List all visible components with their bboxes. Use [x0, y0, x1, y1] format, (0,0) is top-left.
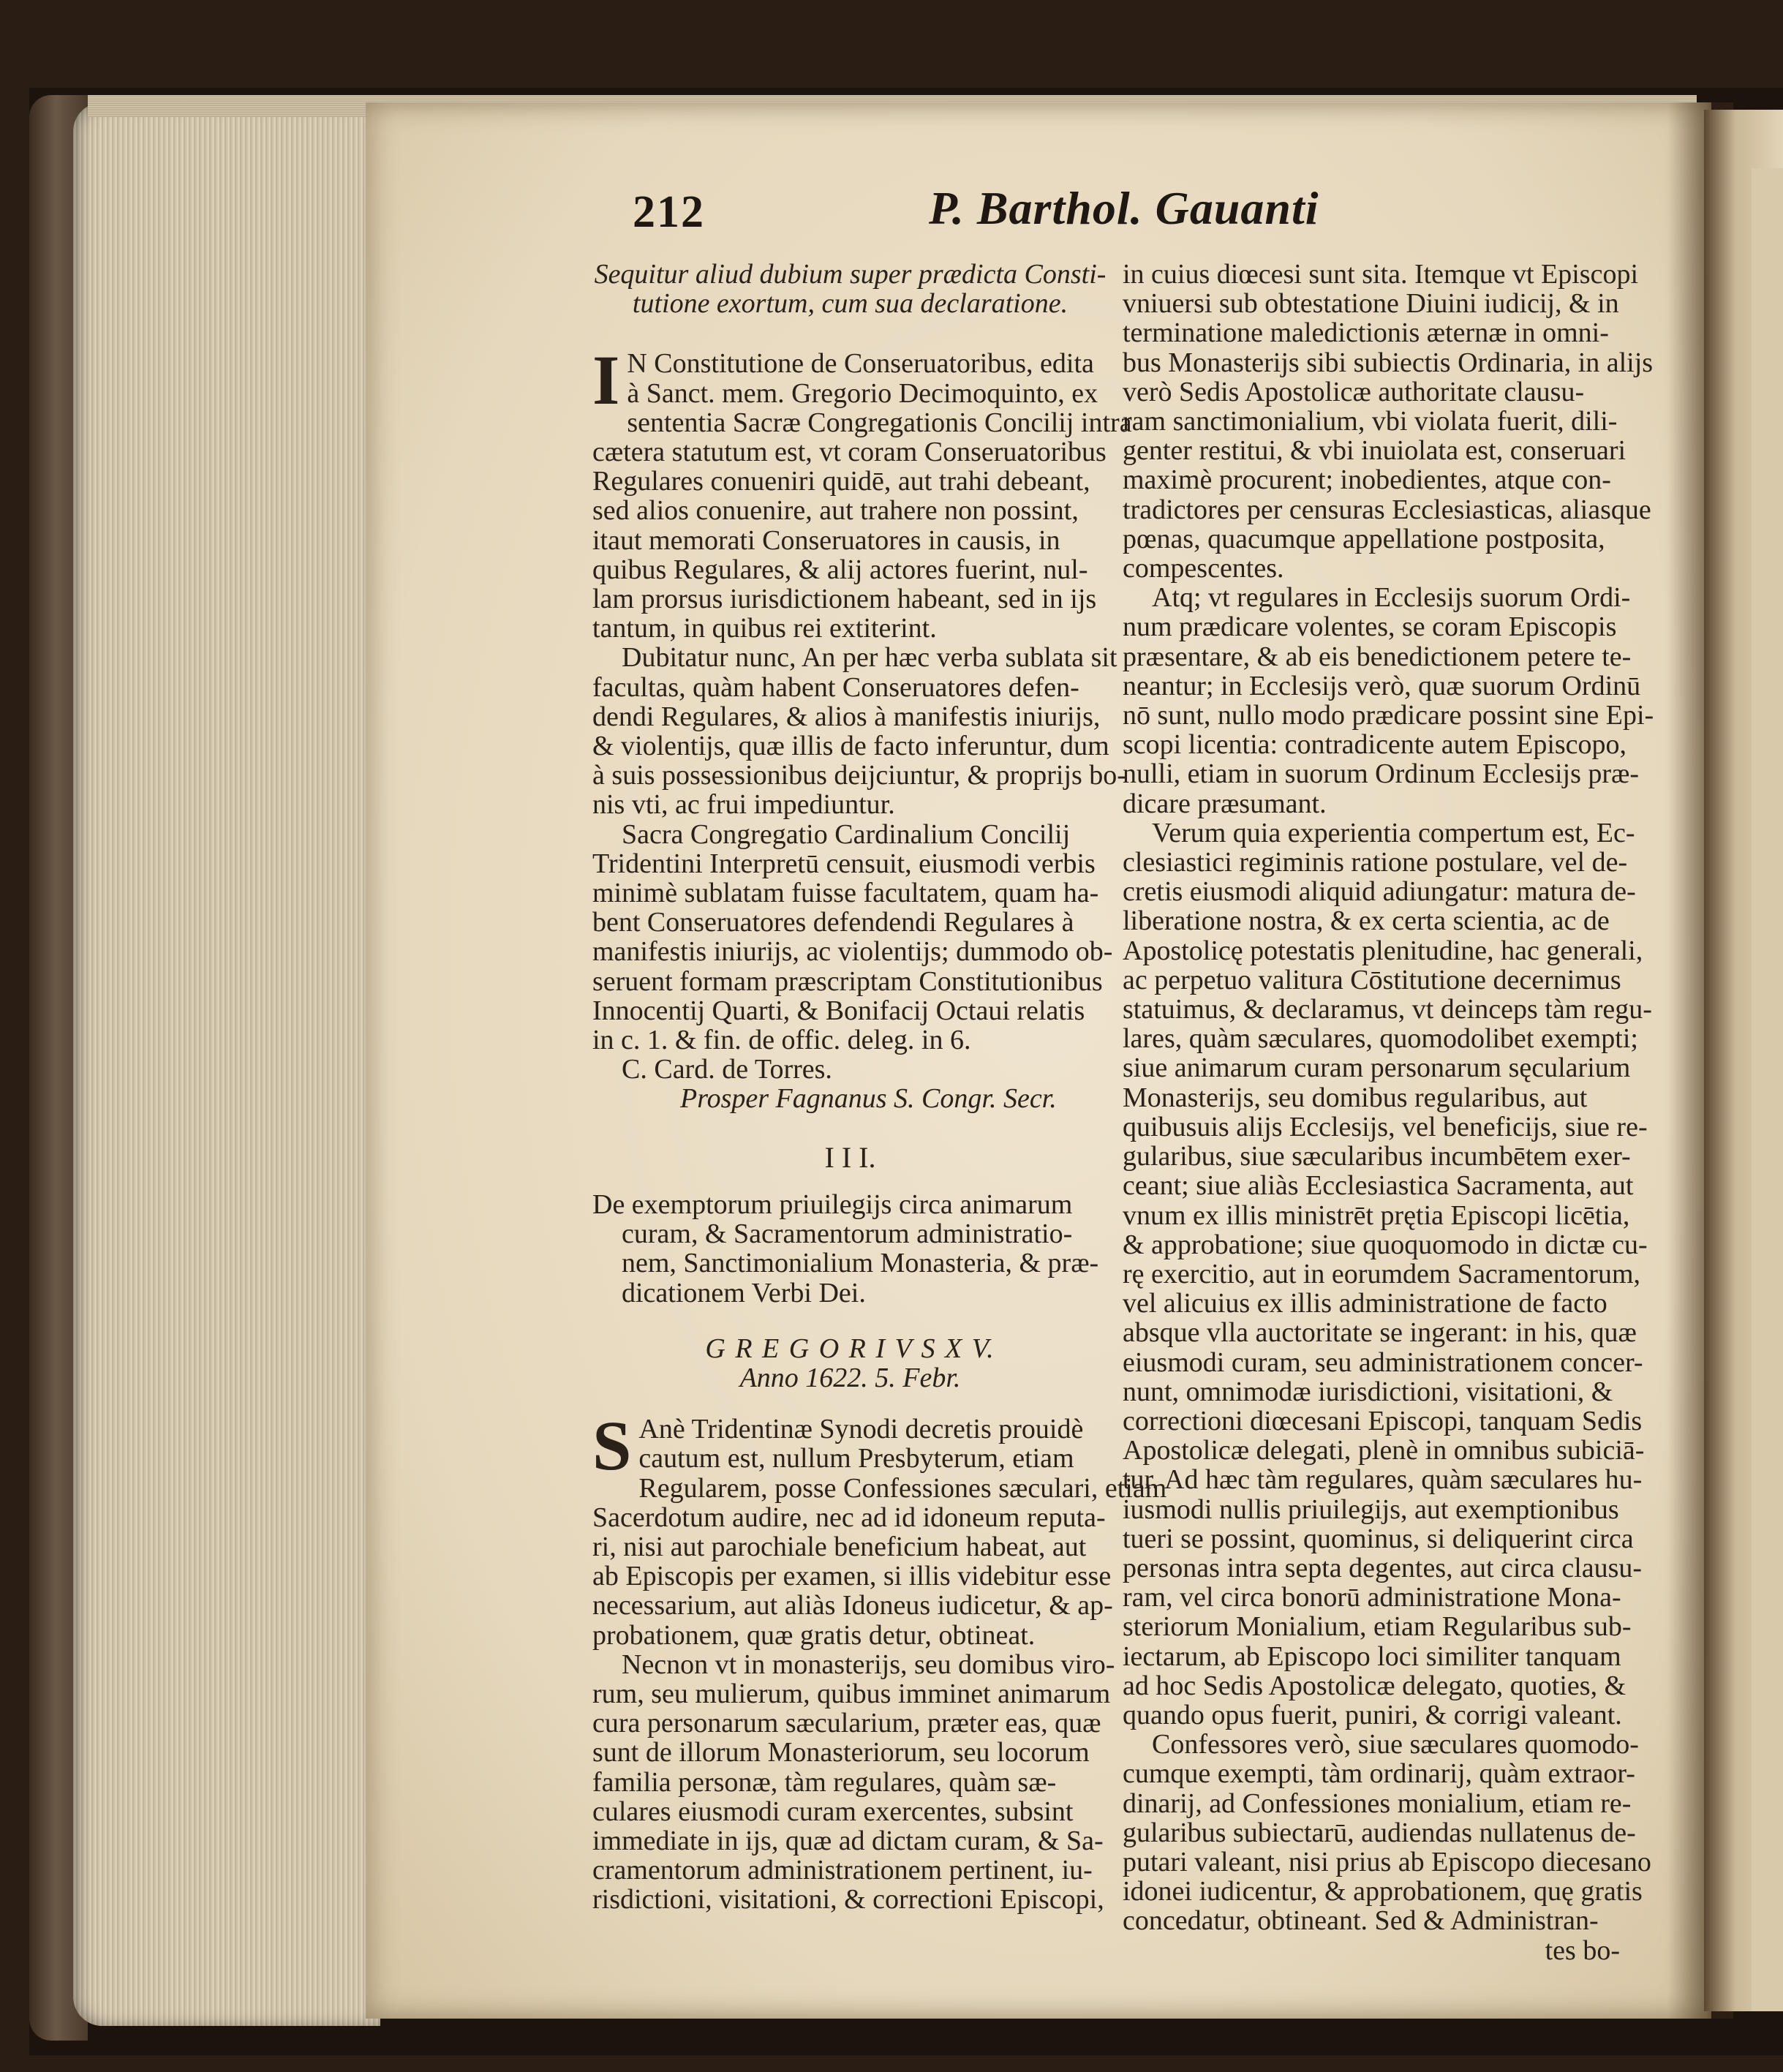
text-line: scopi licentia: contradicente autem Episcopo, [1123, 729, 1627, 761]
text-line: Apostolicę potestatis plenitudine, hac generali, [1123, 935, 1643, 966]
text-line: steriorum Monialium, etiam Regularibus sub- [1123, 1611, 1632, 1643]
paragraph-in-cuius [1123, 259, 1654, 584]
text-line: compescentes. [1123, 553, 1284, 584]
text-line: maximè procurent; inobedientes, atque con- [1123, 464, 1611, 496]
text-line: liberatione nostra, & ex certa scientia, ac de [1123, 905, 1610, 937]
text-line: Monasterijs, seu domibus regularibus, aut [1123, 1082, 1588, 1113]
text-line: quando opus fuerit, puniri, & corrigi valeant. [1123, 1699, 1622, 1730]
text-line: lares, quàm sæculares, quomodolibet exempti; [1123, 1023, 1638, 1055]
text-line: ac perpetuo valitura Cōstitutione decernimus [1123, 964, 1621, 995]
text-line: in cuius diœcesi sunt sita. Itemque vt Episcopi [1123, 259, 1639, 290]
text-line: personas intra septa degentes, aut circa clausu- [1123, 1552, 1643, 1583]
title-line: dicationem Verbi Dei. [622, 1277, 866, 1308]
text-line: nulli, etiam in suorum Ordinum Ecclesijs præ- [1123, 758, 1640, 790]
text-line: & violentijs, quæ illis de facto inferuntur, dum [592, 731, 1109, 762]
text-line: sententia Sacræ Congregationis Concilij intra [627, 407, 1132, 438]
drop-cap: S [592, 1406, 632, 1485]
text-line: vniuersi sub obtestatione Diuini iudicij, & in [1123, 288, 1619, 320]
text-line: tur. Ad hæc tàm regulares, quàm sæculares hu- [1123, 1464, 1643, 1496]
text-line: dicare præsumant. [1123, 788, 1327, 819]
text-line: absque vlla auctoritate se ingerant: in his, quæ [1123, 1317, 1637, 1349]
text-line: Confessores verò, siue sæculares quomodo- [1152, 1729, 1639, 1760]
text-line: Dubitatur nunc, An per hæc verba sublata sit [622, 642, 1117, 674]
text-line: rę exercitio, aut in eorumdem Sacramentorum, [1123, 1258, 1641, 1289]
heading-line: tutione exortum, cum sua declaratione. [632, 288, 1068, 320]
text-line: Regularem, posse Confessiones sæculari, etiam [638, 1472, 1167, 1504]
paragraph-atque [1123, 582, 1654, 819]
text-line: minimè sublatam fuisse facultatem, quam ha- [592, 878, 1099, 909]
text-line: vel alicuius ex illis administratione de facto [1123, 1288, 1607, 1319]
text-line: quibus Regulares, & alij actores fuerint, nul- [592, 554, 1088, 585]
text-line: cumque exempti, tàm ordinarij, quàm extraor- [1123, 1758, 1635, 1790]
text-line: præsentare, & ab eis benedictionem petere te- [1123, 641, 1632, 672]
text-line: dinarij, ad Confessiones monialium, etiam re- [1123, 1787, 1632, 1819]
right-column [1123, 259, 1654, 1966]
text-line: dendi Regulares, & alios à manifestis iniurijs, [592, 701, 1101, 732]
page-number: 212 [633, 187, 705, 237]
catchword: tes bo- [1545, 1935, 1620, 1966]
paragraph-sacra-congregatio [592, 818, 1113, 1056]
text-line: pœnas, quacumque appellatione postposita, [1123, 523, 1605, 554]
text-line: siue animarum curam personarum sęcularium [1123, 1052, 1631, 1084]
text-line: sunt de illorum Monasteriorum, seu locorum [592, 1737, 1090, 1768]
text-line: correctioni diœcesani Episcopi, tanquam Sedis [1123, 1405, 1643, 1436]
left-column [592, 259, 1167, 1915]
text-line: probationem, quæ gratis detur, obtineat. [592, 1619, 1036, 1651]
text-line: cretis eiusmodi aliquid adiungatur: matura de- [1123, 876, 1636, 908]
paragraph-dubitatur [592, 642, 1126, 821]
text-line: nis vti, ac frui impediuntur. [592, 789, 895, 821]
text-line: Apostolicæ delegati, plenè in omnibus subiciā- [1123, 1435, 1645, 1466]
paragraph-confessores [1123, 1729, 1651, 1937]
text-line: ram, vel circa bonorū administratione Mona- [1123, 1582, 1621, 1613]
text-line: necessarium, aut aliàs Idoneus iudicetur, & ap- [592, 1590, 1113, 1621]
text-line: Anè Tridentinæ Synodi decretis prouidè [638, 1414, 1084, 1445]
text-line: eiusmodi curam, seu administrationem concer- [1123, 1346, 1643, 1378]
text-line: sed alios conuenire, aut trahere non possint, [592, 495, 1079, 527]
text-line: itaut memorati Conseruatores in causis, in [592, 524, 1060, 556]
text-line: iusmodi nullis priuilegijs, aut exemptionibus [1123, 1493, 1619, 1525]
text-line: seruent formam præscriptam Constitutionibus [592, 965, 1103, 997]
text-line: idonei iudicentur, & approbationem, quę gratis [1123, 1876, 1643, 1907]
text-line: à Sanct. mem. Gregorio Decimoquinto, ex [627, 377, 1098, 409]
facing-page-strip [1752, 168, 1783, 2011]
text-line: Verum quia experientia compertum est, Ec- [1152, 817, 1635, 848]
page-fore-edge [73, 102, 380, 2026]
decree-date: Anno 1622. 5. Febr. [739, 1362, 961, 1393]
text-line: iectarum, ab Episcopo loci similiter tanquam [1123, 1640, 1621, 1672]
text-line: à suis possessionibus deijciuntur, & proprijs bo- [592, 760, 1126, 791]
text-line: Tridentini Interpretū censuit, eiusmodi verbis [592, 848, 1096, 879]
text-line: cura personarum sæcularium, præter eas, quæ [592, 1708, 1101, 1739]
text-line: rum, seu mulierum, quibus imminet animarum [592, 1678, 1111, 1709]
text-line: manifestis iniurijs, ac violentijs; dummodo ob- [592, 936, 1113, 968]
text-line: clesiastici regiminis ratione postulare, vel de- [1123, 847, 1628, 878]
text-line: verò Sedis Apostolicæ authoritate clausu- [1123, 376, 1585, 407]
text-line: immediate in ijs, quæ ad dictam curam, & Sa- [592, 1825, 1104, 1856]
text-line: terminatione maledictionis æternæ in omni- [1123, 317, 1609, 349]
text-line: & approbatione; siue quoquomodo in dictæ cu- [1123, 1229, 1648, 1260]
title-line: curam, & Sacramentorum administratio- [622, 1218, 1073, 1250]
pope-name: G R E G O R I V S X V. [705, 1333, 995, 1364]
text-line: neantur; in Ecclesijs verò, quæ suorum Ordinū [1123, 670, 1641, 701]
paragraph-constitutione [592, 341, 1132, 644]
text-line: culares eiusmodi curam exercentes, subsint [592, 1796, 1074, 1827]
text-line: tantum, in quibus rei extiterint. [592, 613, 937, 644]
text-line: num prædicare volentes, se coram Episcopis [1123, 611, 1617, 643]
text-line: in c. 1. & fin. de offic. deleg. in 6. [592, 1025, 971, 1056]
text-line: N Constitutione de Conseruatoribus, edita [627, 348, 1094, 380]
text-line: tueri se possint, quominus, si deliquerint circa [1123, 1523, 1634, 1554]
text-line: gularibus, siue sæcularibus incumbētem exer- [1123, 1141, 1631, 1172]
text-line: cætera statutum est, vt coram Conseruatoribus [592, 437, 1107, 468]
paragraph-necnon [592, 1649, 1115, 1915]
section-number: I I I. [824, 1140, 876, 1174]
heading-dubium [592, 260, 1108, 318]
text-line: nunt, omnimodæ iurisdictioni, visitationi, & [1123, 1376, 1613, 1407]
text-line: ceant; siue aliàs Ecclesiastica Sacramenta, aut [1123, 1170, 1634, 1202]
signature-torres: C. Card. de Torres. [622, 1054, 832, 1085]
text-line: statuimus, & declaramus, vt deinceps tàm regu- [1123, 994, 1652, 1025]
text-line: ri, nisi aut parochiale beneficium habeat, aut [592, 1531, 1087, 1562]
paragraph-sane [592, 1406, 1167, 1651]
text-line: concedatur, obtineant. Sed & Administran- [1123, 1905, 1599, 1937]
text-line: risdictioni, visitationi, & correctioni Episcopi, [592, 1884, 1104, 1915]
text-line: cautum est, nullum Presbyterum, etiam [638, 1443, 1074, 1474]
text-line: gularibus subiectarū, audiendas nullatenus de- [1123, 1817, 1636, 1848]
text-line: Innocentij Quarti, & Bonifacij Octaui relatis [592, 995, 1085, 1026]
section-title [592, 1190, 1108, 1308]
paragraph-verum [1123, 817, 1652, 1730]
title-line: nem, Sanctimonialium Monasteria, & præ- [622, 1248, 1099, 1279]
text-line: Sacra Congregatio Cardinalium Concilij [622, 818, 1071, 850]
text-line: ab Episcopis per examen, si illis videbitur esse [592, 1561, 1112, 1592]
text-line: Sacerdotum audire, nec ad id idoneum reputa- [592, 1502, 1106, 1533]
text-line: nō sunt, nullo modo prædicare possint sine Epi- [1123, 700, 1654, 731]
heading-line: Sequitur aliud dubium super prædicta Consti- [594, 259, 1107, 290]
signature-fagnanus: Prosper Fagnanus S. Congr. Secr. [680, 1083, 1057, 1115]
text-line: tradictores per censuras Ecclesiasticas, aliasque [1123, 494, 1651, 525]
text-line: cramentorum administrationem pertinent, iu- [592, 1855, 1093, 1886]
text-line: ad hoc Sedis Apostolicæ delegato, quoties, & [1123, 1670, 1626, 1701]
text-line: Atq; vt regulares in Ecclesijs suorum Ordi- [1152, 582, 1631, 614]
text-line: lam prorsus iurisdictionem habeant, sed in ijs [592, 584, 1097, 615]
running-title: P. Barthol. Gauanti [929, 182, 1319, 234]
text-line: quibusuis alijs Ecclesijs, vel beneficijs, siue re- [1123, 1111, 1648, 1142]
text-line: putari valeant, nisi prius ab Episcopo diecesano [1123, 1846, 1651, 1877]
text-line: facultas, quàm habent Conseruatores defen- [592, 671, 1079, 703]
title-line: De exemptorum priuilegijs circa animarum [592, 1188, 1073, 1220]
text-line: ram sanctimonialium, vbi violata fuerit, dili- [1123, 406, 1618, 437]
text-line: bent Conseruatores defendendi Regulares à [592, 907, 1074, 938]
text-line: genter restitui, & vbi inuiolata est, conseruari [1123, 435, 1626, 467]
text-line: Regulares conueniri quidē, aut trahi debeant, [592, 466, 1090, 497]
text-line: Necnon vt in monasterijs, seu domibus viro- [622, 1649, 1115, 1680]
drop-cap: I [592, 341, 620, 420]
text-line: vnum ex illis ministrēt prętia Episcopi licētia, [1123, 1199, 1630, 1231]
text-line: bus Monasterijs sibi subiectis Ordinaria, in alijs [1123, 347, 1654, 378]
text-line: familia personæ, tàm regulares, quàm sæ- [592, 1766, 1057, 1798]
